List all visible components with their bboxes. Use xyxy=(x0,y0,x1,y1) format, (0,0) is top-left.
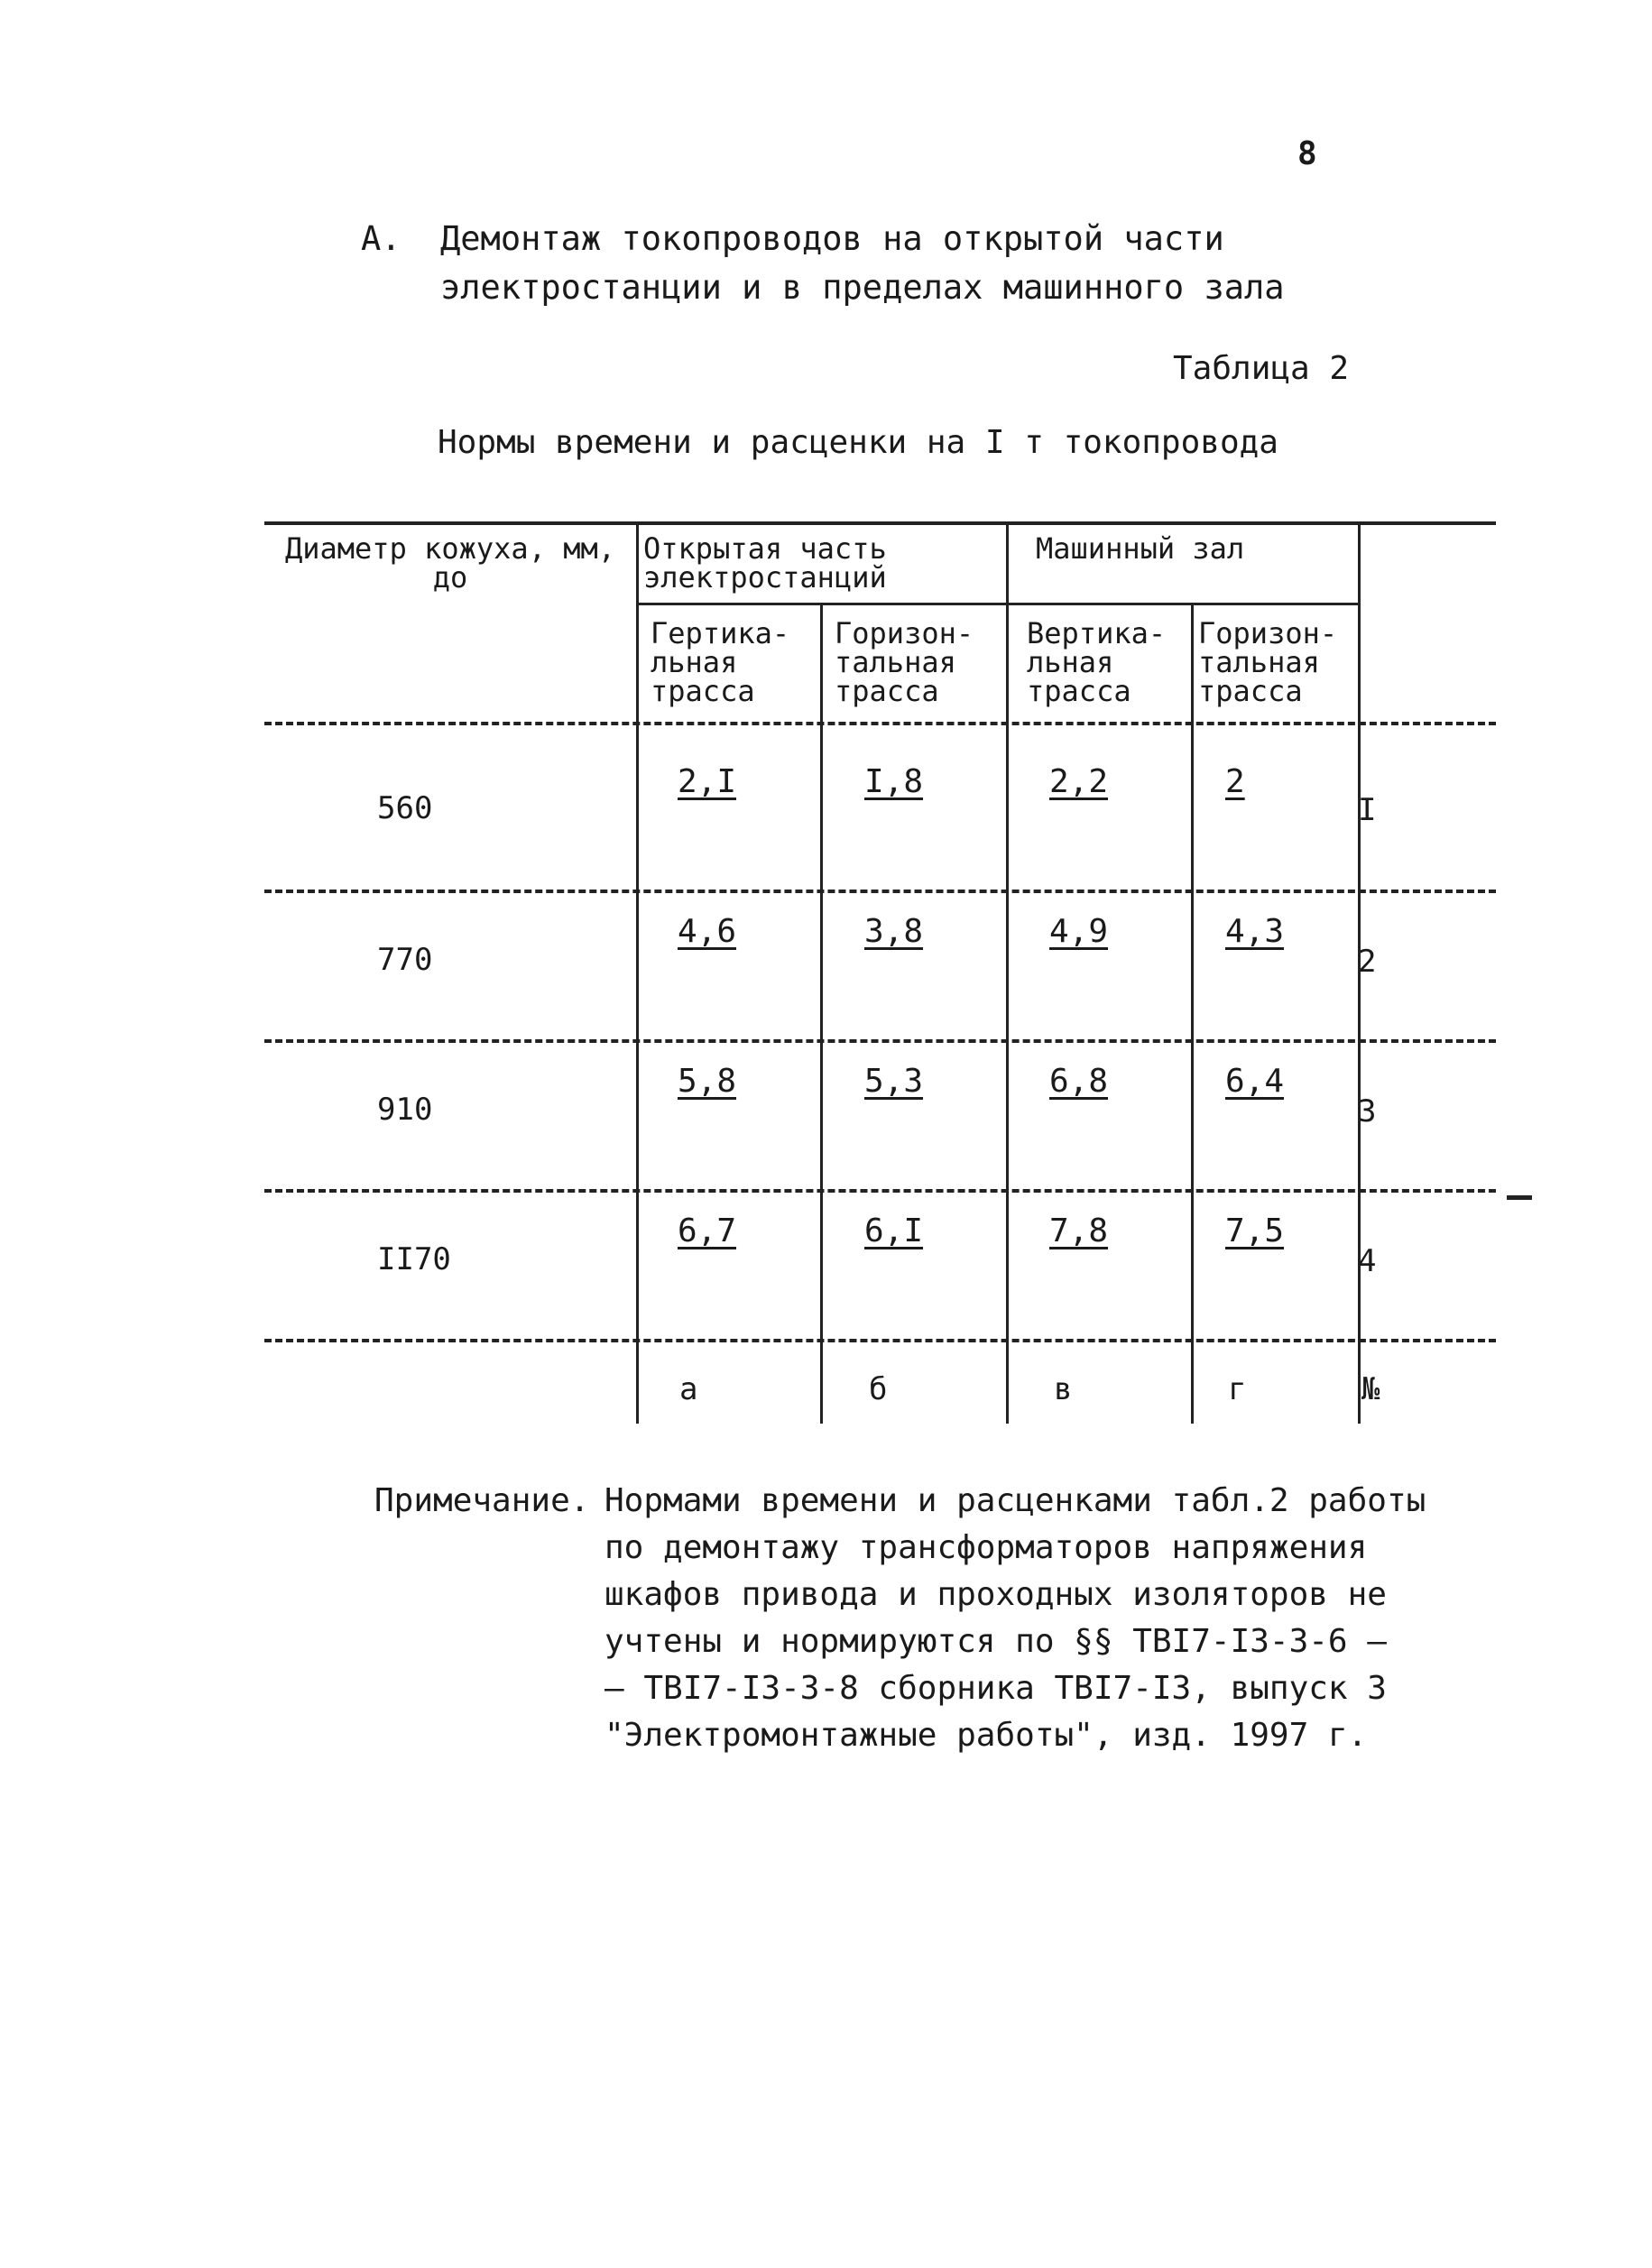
cell-value: 4,9 xyxy=(1049,913,1109,950)
cell-value: 2,I xyxy=(678,763,737,800)
row-number: 4 xyxy=(1358,1243,1377,1279)
table-label: Таблица 2 xyxy=(1173,350,1350,387)
footer-col-c: в xyxy=(1054,1371,1073,1407)
note-line: учтены и нормируются по §§ ТВI7-I3-3-6 – xyxy=(605,1623,1387,1660)
cell-value: 7,5 xyxy=(1225,1212,1285,1249)
cell-value: 6,I xyxy=(864,1212,924,1249)
cell-value: 3,8 xyxy=(864,913,924,950)
table-top-rule xyxy=(264,521,1496,525)
note-line: Нормами времени и расценками табл.2 работы xyxy=(605,1482,1426,1519)
row-diameter: 910 xyxy=(377,1092,433,1128)
note xyxy=(374,1478,1547,1759)
note-label: Примечание. xyxy=(374,1482,590,1519)
col-rule-1 xyxy=(636,521,639,1424)
header-diameter: Диаметр кожуха, мм, до xyxy=(284,531,616,595)
cell-value: 4,3 xyxy=(1225,913,1285,950)
row-number: 2 xyxy=(1358,944,1377,980)
footer-col-no: № xyxy=(1361,1371,1380,1407)
header-horizontal-route-d: Горизон- тальная трасса xyxy=(1198,616,1338,708)
row-diameter: 770 xyxy=(377,942,433,978)
col-rule-4 xyxy=(1191,603,1194,1424)
note-line: по демонтажу трансформаторов напряжения xyxy=(605,1529,1368,1566)
cell-value: 2 xyxy=(1225,763,1245,800)
section-heading xyxy=(361,215,1285,312)
row-rule-3 xyxy=(264,1189,1496,1193)
cell-value: 5,8 xyxy=(678,1063,737,1100)
norms-table xyxy=(264,521,1496,1424)
col-rule-3 xyxy=(1006,521,1009,1424)
header-vertical-route-c: Вертика- льная трасса xyxy=(1027,616,1167,708)
cell-value: I,8 xyxy=(864,763,924,800)
header-machine-hall: Машинный зал xyxy=(1036,531,1245,566)
row-diameter: II70 xyxy=(377,1241,451,1277)
footer-col-d: г xyxy=(1228,1371,1247,1407)
footer-col-b: б xyxy=(869,1371,888,1407)
note-line: "Электромонтажные работы", изд. 1997 г. xyxy=(605,1717,1368,1754)
cell-value: 2,2 xyxy=(1049,763,1109,800)
row-rule-1 xyxy=(264,890,1496,893)
row-number: I xyxy=(1358,792,1377,828)
group-header-rule xyxy=(636,603,1358,605)
row-diameter: 560 xyxy=(377,790,433,826)
scan-mark xyxy=(1507,1195,1532,1200)
row-number: 3 xyxy=(1358,1093,1377,1129)
table-caption: Нормы времени и расценки на I т токопровода xyxy=(438,424,1278,461)
cell-value: 6,7 xyxy=(678,1212,737,1249)
cell-value: 5,3 xyxy=(864,1063,924,1100)
section-title-line-2: электростанции и в пределах машинного зала xyxy=(440,268,1285,307)
row-rule-2 xyxy=(264,1039,1496,1043)
header-bottom-rule xyxy=(264,722,1496,725)
note-line: шкафов привода и проходных изоляторов не xyxy=(605,1576,1387,1613)
table-bottom-rule xyxy=(264,1339,1496,1342)
page-number: 8 xyxy=(1297,135,1317,172)
cell-value: 7,8 xyxy=(1049,1212,1109,1249)
col-rule-2 xyxy=(820,603,823,1424)
header-vertical-route-a: Гертика- льная трасса xyxy=(651,616,790,708)
header-open-part: Открытая часть электростанций xyxy=(643,531,887,595)
footer-col-a: а xyxy=(679,1371,698,1407)
header-horizontal-route-b: Горизон- тальная трасса xyxy=(835,616,974,708)
cell-value: 6,4 xyxy=(1225,1063,1285,1100)
cell-value: 6,8 xyxy=(1049,1063,1109,1100)
section-title-line-1: Демонтаж токопроводов на открытой части xyxy=(440,219,1224,258)
section-letter: А. xyxy=(361,219,401,258)
cell-value: 4,6 xyxy=(678,913,737,950)
note-line: – ТВI7-I3-3-8 сборника ТВI7-I3, выпуск 3 xyxy=(605,1670,1387,1707)
